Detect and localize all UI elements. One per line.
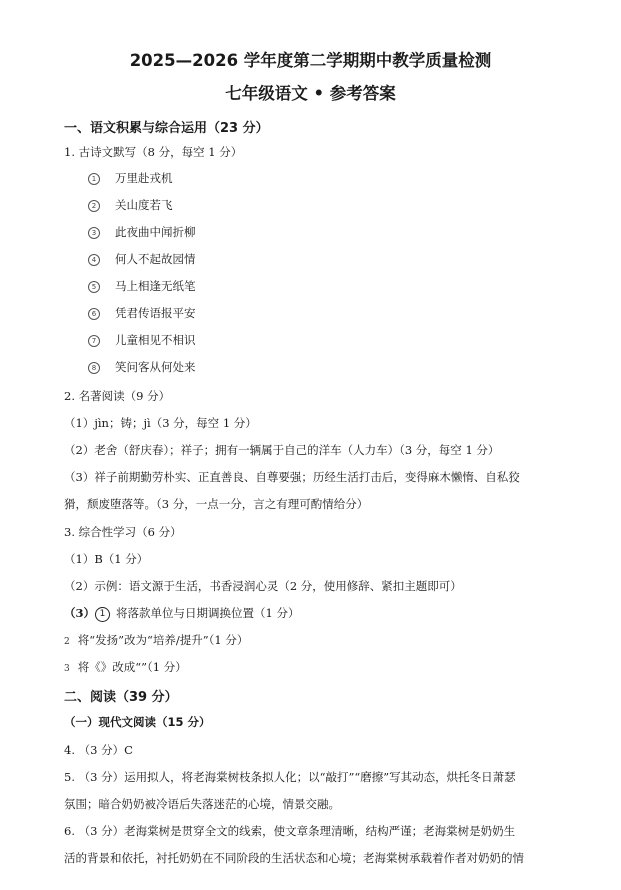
circled-number: 2 [88,200,100,212]
sub-number: 3 [64,664,70,674]
question-3-label: 3. 综合性学习（6 分） [64,525,182,539]
question-3-answer-3 [64,605,300,622]
question-2-answer-3-line1: （3）祥子前期勤劳朴实、正直善良、自尊要强；历经生活打击后，变得麻木懒惰、自私狡 [64,470,520,484]
subsection-heading: （一）现代文阅读（15 分） [64,715,211,729]
question-3-answer-1: （1）B（1 分） [64,552,149,566]
question-5-answer-line1: 5. （3 分）运用拟人，将老海棠树枝条拟人化；以“敲打”“磨擦”写其动态，烘托冬日萧瑟 [64,770,516,784]
question-6-answer-line2: 活的背景和依托，衬托奶奶在不同阶段的生活状态和心境；老海棠树承载着作者对奶奶的情 [64,851,524,865]
page-title: 2025—2026 学年度第二学期期中教学质量检测 [129,51,492,70]
question-5-answer-line2: 氛围；暗合奶奶被冷语后失落迷茫的心境，情景交融。 [64,797,340,811]
question-2-label: 2. 名著阅读（9 分） [64,389,171,403]
question-3-answer-2: （2）示例：语文源于生活，书香浸润心灵（2 分，使用修辞、紧扣主题即可） [64,579,462,593]
circled-number: 3 [88,227,100,239]
answer-text: 将“发扬”改为“培养/提升”（1 分） [77,633,249,647]
section-heading-2: 二、阅读（39 分） [64,690,178,705]
question-6-answer-line1: 6. （3 分）老海棠树是贯穿全文的线索，使文章条理清晰，结构严谨；老海棠树是奶奶生 [64,824,516,838]
poem-answer-text: 此夜曲中闻折柳 [115,225,196,239]
circled-number: 8 [88,362,100,374]
page-subtitle: 七年级语文 • 参考答案 [225,84,396,103]
question-4-answer: 4. （3 分）C [64,743,133,757]
poem-answer-text: 马上相逢无纸笔 [115,279,196,293]
poem-answer-text: 儿童相见不相识 [115,333,196,347]
circled-number: 6 [88,308,100,320]
question-1-label: 1. 古诗文默写（8 分，每空 1 分） [64,145,243,159]
circled-number: 1 [95,607,110,622]
poem-answer-text: 关山度若飞 [115,198,173,212]
circled-number: 5 [88,281,100,293]
question-2-answer-2: （2）老舍（舒庆春）；祥子；拥有一辆属于自己的洋车（人力车）（3 分，每空 1 分） [64,443,500,457]
answer-prefix: （3） [64,606,96,620]
poem-answer-text: 笑问客从何处来 [115,360,196,374]
section-heading-1: 一、语文积累与综合运用（23 分） [64,121,269,136]
poem-answer-text: 万里赴戎机 [115,171,173,185]
poem-answer-text: 凭君传语报平安 [115,306,196,320]
circled-number: 7 [88,335,100,347]
question-2-answer-1: （1）jìn；铸；jì（3 分，每空 1 分） [64,416,257,430]
answer-text: 将《》改成“”（1 分） [77,660,187,674]
answer-text: 将落款单位与日期调换位置（1 分） [116,606,300,620]
question-3-answer-3-3 [64,659,187,677]
question-3-answer-3-2 [64,632,248,650]
circled-number: 1 [88,173,100,185]
poem-answer-text: 何人不起故园情 [115,252,196,266]
question-2-answer-3-line2: 猾，颓废堕落等。（3 分，一点一分，言之有理可酌情给分） [64,497,369,511]
sub-number: 2 [64,637,70,647]
circled-number: 4 [88,254,100,266]
